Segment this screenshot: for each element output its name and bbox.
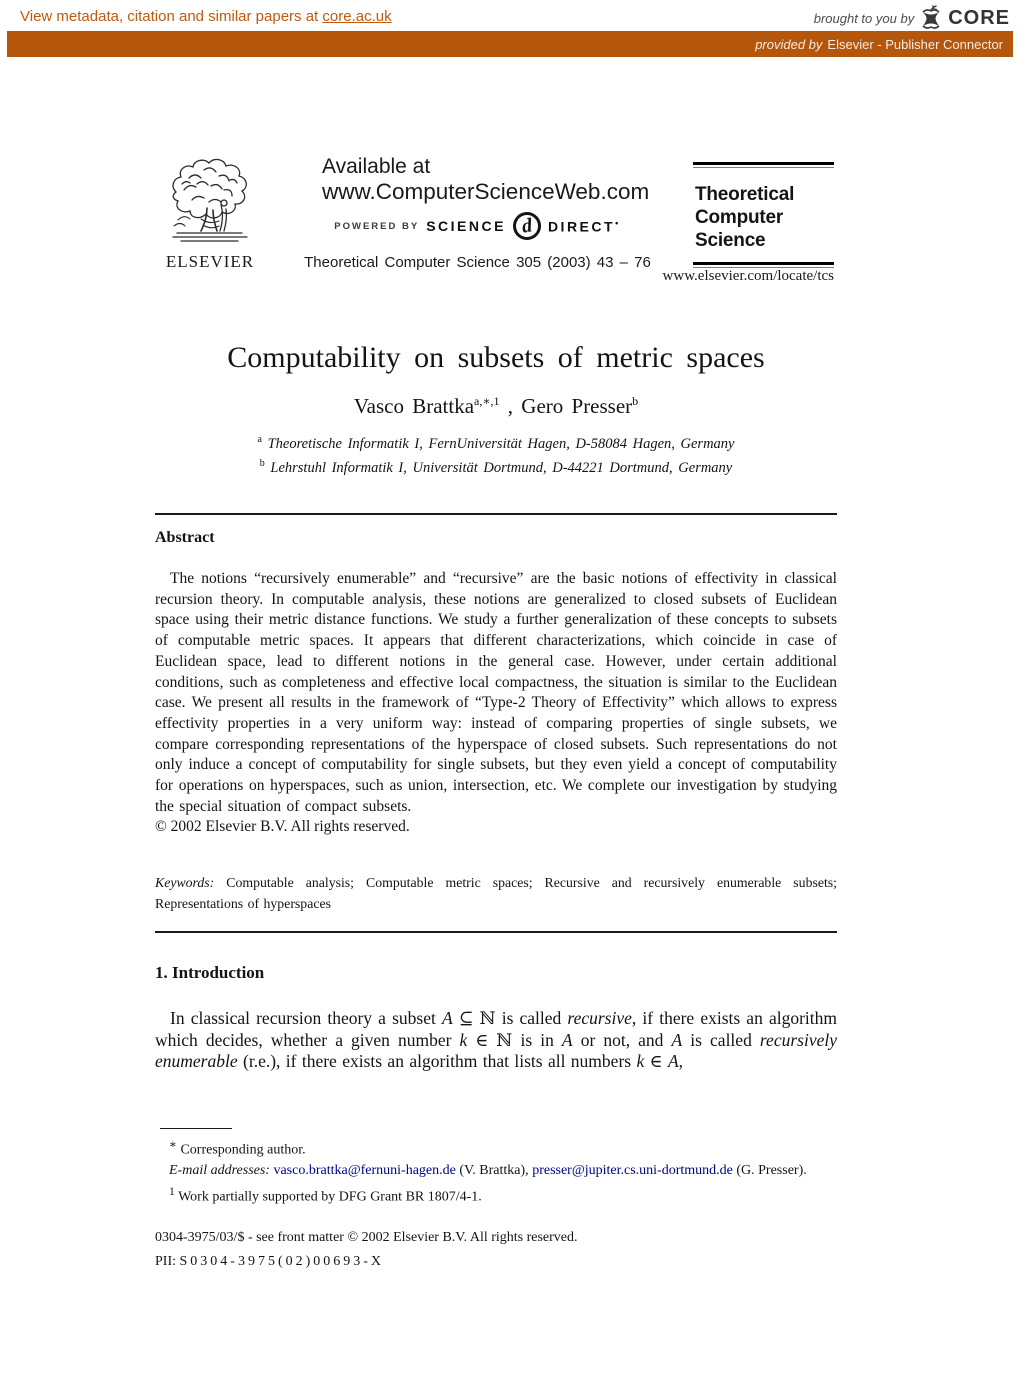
header-center: [300, 155, 655, 271]
keywords-bottom-rule: [155, 931, 837, 933]
math-var: A: [667, 1051, 679, 1071]
affiliation-b-marker: b: [259, 458, 265, 470]
science-label: SCIENCE: [426, 218, 506, 234]
front-matter-line: 0304-3975/03/$ - see front matter © 2002 Elsevier B.V. All rights reserved.: [155, 1230, 578, 1245]
keywords-text: Computable analysis; Computable metric spaces; Recursive and recursively enumerable subsets; Representations of hyperspaces: [155, 875, 837, 911]
term-recursive: recursive: [567, 1008, 632, 1028]
footnotes: [155, 1135, 837, 1208]
author-2: Gero Presser: [521, 394, 633, 418]
email-link-brattka[interactable]: vasco.brattka@fernuni-hagen.de: [273, 1163, 456, 1179]
math-var: k: [459, 1029, 468, 1050]
core-banner-text: [20, 8, 392, 25]
journal-logo-line2: Computer Science: [695, 207, 784, 251]
intro-text: ⊆ ℕ is called: [452, 1008, 568, 1028]
footnote-corresponding-text: Corresponding author.: [176, 1142, 306, 1158]
email-addresses-label: E-mail addresses:: [169, 1163, 270, 1179]
affiliation-b-text: Lehrstuhl Informatik I, Universität Dortmund, D-44221 Dortmund, Germany: [264, 460, 733, 477]
intro-text: (r.e.), if there exists an algorithm that lists all numbers: [237, 1051, 637, 1071]
affiliation-a-marker: a: [257, 434, 262, 445]
core-link[interactable]: core.ac.uk: [322, 8, 392, 25]
pii-line: [155, 1254, 837, 1270]
apple-core-icon: [919, 5, 943, 31]
provided-by-bar: [7, 31, 1013, 57]
paper-title: Computability on subsets of metric spaces: [227, 341, 765, 374]
elsevier-logo: [160, 158, 260, 272]
brought-to-you-by-label: brought to you by: [813, 10, 915, 26]
email-link-presser[interactable]: presser@jupiter.cs.uni-dortmund.de: [532, 1163, 733, 1179]
available-at-line1: Available at: [322, 155, 431, 178]
footnote-star-marker: ∗: [169, 1138, 177, 1151]
journal-logo-line1: Theoretical: [695, 184, 795, 205]
intro-text: In classical recursion theory a subset: [170, 1008, 442, 1028]
footnote-grant: [155, 1182, 837, 1208]
affiliation-a: [155, 430, 837, 454]
direct-label: [548, 218, 621, 235]
author-2-superscript: b: [632, 394, 639, 408]
keywords-label: Keywords:: [155, 875, 215, 890]
abstract-copyright: © 2002 Elsevier B.V. All rights reserved.: [155, 818, 410, 836]
intro-text: ,: [678, 1051, 684, 1071]
term-recursively-enumerable: recursively enumerable: [155, 1029, 837, 1071]
journal-logo-top-rule: [693, 162, 834, 170]
email-wrap-text: (G. Presser).: [736, 1163, 807, 1179]
pii-code: S0304-3975(02)00693-X: [179, 1254, 385, 1269]
authors-line: [155, 394, 837, 419]
introduction-paragraph: [155, 1008, 837, 1073]
intro-text: ∈: [644, 1051, 668, 1071]
intro-text: is called: [682, 1029, 760, 1050]
math-var: k: [636, 1051, 645, 1071]
intro-text: , if there exists an algorithm which decides, whether a given number: [155, 1008, 837, 1050]
provided-by-italic: provided by: [755, 36, 823, 52]
intro-text: ∈ ℕ is in: [467, 1029, 562, 1050]
direct-text: DIRECT: [547, 218, 616, 235]
abstract-heading: Abstract: [155, 529, 215, 546]
abstract-top-rule: [155, 513, 837, 515]
core-brand: [814, 5, 1010, 31]
author-separator: ,: [499, 394, 522, 418]
journal-logo-box: [693, 162, 834, 270]
sciencedirect-at-icon: d: [511, 210, 543, 242]
footnote-grant-text: Work partially supported by DFG Grant BR 1807/4-1.: [174, 1189, 482, 1205]
footnote-corresponding-author: [155, 1135, 837, 1161]
author-1-superscript: a,∗,1: [474, 394, 500, 408]
elsevier-logo-text: ELSEVIER: [165, 252, 255, 271]
direct-dot: •: [615, 217, 621, 228]
footnote-emails: [155, 1161, 837, 1182]
journal-logo-title: [693, 170, 834, 262]
email-between-text: (V. Brattka),: [455, 1163, 533, 1179]
sciencedirect-brand: [300, 212, 655, 240]
math-var: A: [441, 1008, 453, 1028]
footnote-1-marker: 1: [169, 1184, 175, 1198]
powered-by-label: POWERED BY: [334, 220, 420, 232]
affiliations: [155, 430, 837, 479]
abstract-text: The notions “recursively enumerable” and “recursive” are the basic notions of effectivity in classical recursion theory. In computable analysis, these notions are generalized to closed subsets of Euclidean space using their metric distance functions. We study a further generalization of these concepts to subsets of computable metric spaces. It appears that different characterizations, which coincide in case of Euclidean space, lead to different notions in the general case. However, under certain additional conditions, such as completeness and effective local compactness, the situation is similar to the Euclidean case. We present all results in the framework of “Type-2 Theory of Effectivity” which allows to express effectivity properties in a very uniform way: instead of comparing properties of single subsets, we compare corresponding representations of the hyperspace of closed subsets. Such representations do not only induce a concept of computability for single subsets, but they even yield a concept of computability for operations on hyperspaces, such as union, intersection, etc. We complete our investigation by studying the special situation of compact subsets.: [155, 570, 837, 815]
affiliation-b: [155, 454, 837, 478]
elsevier-tree-icon: [164, 158, 256, 249]
core-logo-text: CORE: [948, 6, 1010, 29]
section-heading-introduction: 1. Introduction: [155, 963, 265, 982]
intro-text: or not, and: [572, 1029, 672, 1050]
abstract-block: [155, 569, 837, 838]
journal-citation-line: Theoretical Computer Science 305 (2003) 43 – 76: [304, 254, 651, 271]
author-1: Vasco Brattka: [353, 394, 475, 418]
math-var: A: [561, 1029, 573, 1050]
affiliation-a-text: Theoretische Informatik I, FernUniversität Hagen, D-58084 Hagen, Germany: [261, 435, 735, 452]
elsevier-locate-url: www.elsevier.com/locate/tcs: [662, 268, 834, 284]
footnote-rule: [160, 1128, 232, 1129]
pii-label: PII:: [155, 1254, 176, 1269]
math-var: A: [671, 1029, 683, 1050]
available-at-url: www.ComputerScienceWeb.com: [322, 179, 650, 204]
banner-prefix: View metadata, citation and similar papers at: [20, 8, 323, 25]
keywords-block: [155, 872, 837, 914]
provided-by-text: Elsevier - Publisher Connector: [827, 36, 1003, 52]
